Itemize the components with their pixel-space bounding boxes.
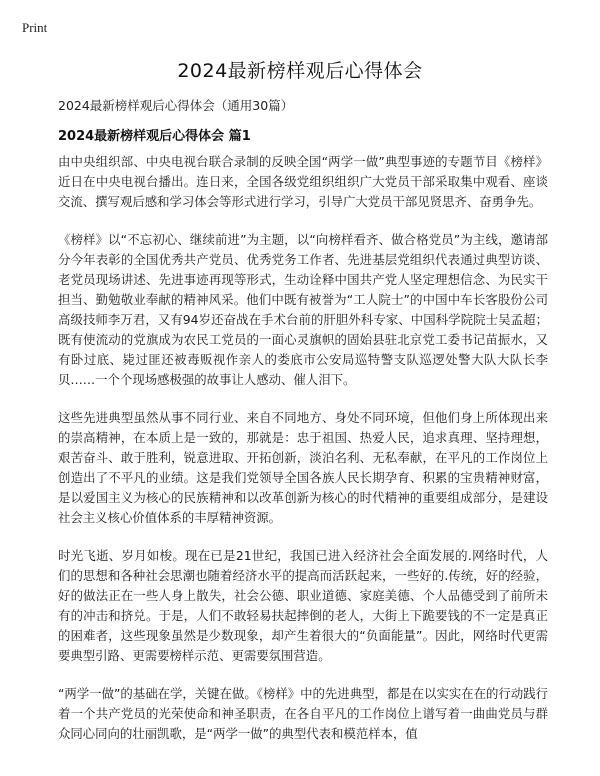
paragraph: 时光飞逝、岁月如梭。现在已是21世纪，我国已进入经济社会全面发展的.网络时代，人们的思想和各种社会思潮也随着经济水平的提高而活跃起来，一些好的.传统，好的经验，好的做法正在一些人身上散失，社会公德、职业道德、家庭美德、个人品德受到了前所未有的冲击和挤兑。于是，人们不敢轻易扶起摔倒的老人，大街上下跪要钱的不一定是真正的困难者，这些现象虽然是少数现象，却产生着很大的“负面能量”。因此，网络时代更需要典型引路、更需要榜样示范、更需要氛围营造。 [58,548,548,663]
paragraph: 这些先进典型虽然从事不同行业、来自不同地方、身处不同环境，但他们身上所体现出来的崇高精神，在本质上是一致的，那就是：忠于祖国、热爱人民，追求真理、坚持理想，艰苦奋斗、敢于胜利，锐意进取、开拓创新，淡泊名利、无私奉献，在平凡的工作岗位上创造出了不平凡的业绩。这是我们党领导全国各族人民长期孕育、积累的宝贵精神财富，是以爱国主义为核心的民族精神和以改革创新为核心的时代精神的重要组成部分，是建设社会主义核心价值体系的丰厚精神资源。 [58,410,548,525]
paragraph: “两学一做”的基础在学，关键在做。《榜样》中的先进典型，都是在以实实在在的行动践行着一个共产党员的光荣使命和神圣职责，在各自平凡的工作岗位上谱写着一曲曲党员与群众同心同向的壮丽凯歌，是“两学一做”的典型代表和模范样本，值 [58,686,548,741]
article-body [58,152,548,762]
print-link[interactable]: Print [22,20,48,35]
section-heading: 2024最新榜样观后心得体会 篇1 [58,129,251,144]
paragraph: 由中央组织部、中央电视台联合录制的反映全国“两学一做”典型事迹的专题节目《榜样》近日在中央电视台播出。连日来，全国各级党组织组织广大党员干部采取集中观看、座谈交流、撰写观后感和学习体会等形式进行学习，引导广大党员干部见贤思齐、奋勇争先。 [58,154,548,209]
document-subtitle: 2024最新榜样观后心得体会（通用30篇） [58,98,294,113]
paragraph: 《榜样》以“不忘初心、继续前进”为主题，以“向榜样看齐、做合格党员”为主线，邀请部分今年表彰的全国优秀共产党员、优秀党务工作者、先进基层党组织代表通过典型访谈、老党员现场讲述、先进事迹再现等形式，生动诠释中国共产党人坚定理想信念、为民实干担当、勤勉敬业奉献的精神风采。他们中既有被誉为“工人院士”的中国中车长客股份公司高级技师李万君，又有94岁还奋战在手术台前的肝胆外科专家、中国科学院院士吴孟超；既有使流动的党旗成为农民工党员的一面心灵旗帜的固始县驻北京党工委书记苗振水，又有卧过底、毙过匪还被毒贩视作亲人的娄底市公安局巡特警支队巡逻处警大队大队长李贝……一个个现场感极强的故事让人感动、催人泪下。 [58,232,548,387]
document-title: 2024最新榜样观后心得体会 [177,60,423,82]
